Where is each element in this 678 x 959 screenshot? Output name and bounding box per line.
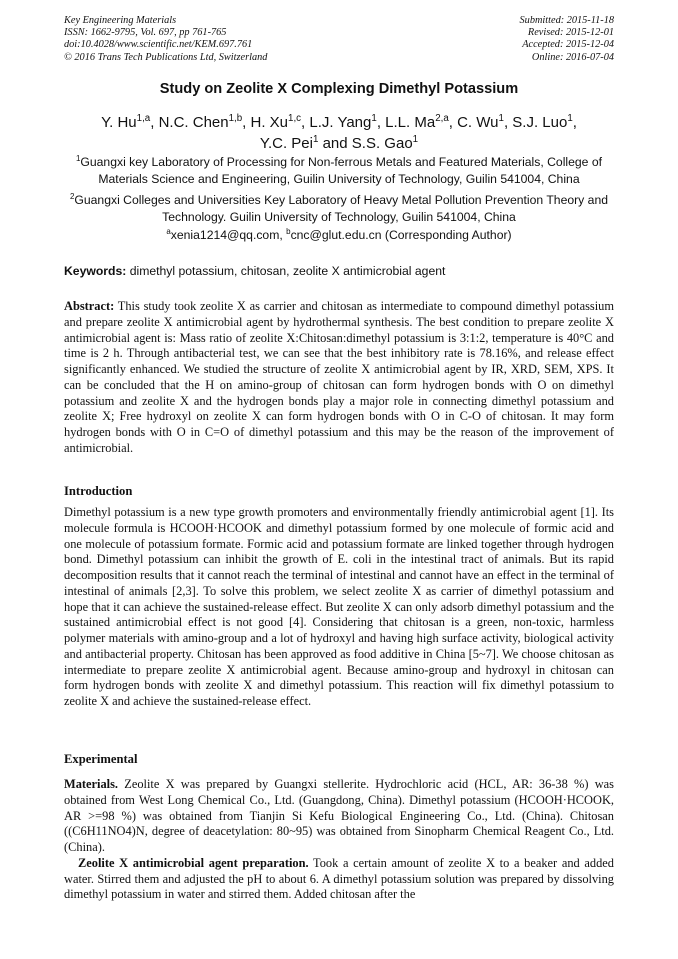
author-sup: 1	[498, 113, 504, 124]
materials-text: Zeolite X was prepared by Guangxi stellerite. Hydrochloric acid (HCL, AR: 36-38 %) was obtained from West Long Chemical Co., Ltd. (Guangdong, China). Dimethyl potassium (HCOOH·HCOOK, AR >=98 %) was obtained from Tianjin Si Kefu Biological Engineering Co., Ltd. (China). Chitosan ((C6H11NO4)N, degree of deacetylation: 80~95) was obtained from Sinopharm Chemical Reagent Co., Ltd.(China).	[64, 777, 614, 854]
materials-label: Materials.	[64, 777, 119, 791]
author: L.L. Ma	[385, 114, 436, 131]
author-sup: 1,a	[136, 113, 151, 124]
author-emails	[60, 228, 618, 242]
paper-title: Study on Zeolite X Complexing Dimethyl Potassium	[159, 81, 519, 97]
affiliation-2	[60, 192, 618, 226]
author-list: Y. Hu$^{1,a}$, N.C. Chen$^{1,b}$, H. Xu$^{1,c}$, L.J. Yang$^1$, L.L. Ma$^{2,a}$, C. Wu$^1$, S.J. Luo$^1$, Y.C. Pei$^1$ and S.S. Gao$^1$	[101, 113, 577, 152]
abstract-label: Abstract:	[64, 299, 115, 313]
experimental-heading: Experimental	[64, 752, 138, 766]
author-sup: 1	[371, 113, 377, 124]
email-sup: a	[166, 226, 171, 236]
author-sup: 1,c	[288, 113, 302, 124]
author: H. Xu	[250, 114, 289, 131]
online-date: Online: 2016-07-04	[531, 51, 614, 63]
authors-and: and	[322, 135, 348, 152]
preparation-text: Took a certain amount of zeolite X to a beaker and added water. Stirred them and adjusted the pH to about 6. A dimethyl potassium solution was prepared by dissolving dimethyl potassium in water and stirred them. Added chitosan after the	[64, 855, 615, 902]
author-sup: 1	[412, 134, 419, 145]
author-sup: 1	[567, 113, 573, 124]
introduction-heading: Introduction	[64, 484, 133, 498]
email-sup: b	[286, 226, 291, 236]
email-a: xenia1214@qq.com,	[170, 228, 283, 242]
keywords-label: Keywords:	[64, 264, 127, 278]
affiliation-1	[60, 154, 618, 188]
introduction-body	[64, 505, 614, 710]
author: N.C. Chen	[158, 114, 229, 131]
journal-info	[64, 15, 267, 64]
author: S.J. Luo	[512, 114, 568, 131]
author-sup: 2,a	[435, 113, 449, 124]
author: Y. Hu	[101, 114, 137, 131]
experimental-body	[64, 777, 614, 903]
issn: ISSN: 1662-9795, Vol. 697, pp 761-765	[64, 27, 227, 39]
affiliation-sup: 1	[75, 153, 81, 163]
affiliation-text: Guangxi Colleges and Universities Key Laboratory of Heavy Metal Pollution Prevention Theory and Technology. Guilin University of Technology, Guilin 541004, China	[74, 193, 608, 224]
doi: doi:10.4028/www.scientific.net/KEM.697.761	[64, 39, 253, 51]
introduction-text: Dimethyl potassium is a new type growth promoters and environmentally friendly antimicrobial agent [1]. Its molecule formula is HCOOH·HCOOK and dimethyl potassium formed by one molecule of formic acid and one molecule of potassium formate. Formic acid and potassium formate are linked together through hydrogen bond. Dimethyl potassium can inhibit the growth of E. coli in the intestinal tract of animals. But its rapid decomposition results that it cannot reach the terminal of intestinal and cannot have an effect in the terminal of intestinal of animals [2,3]. To solve this problem, we select zeolite X as carrier of dimethyl potassium and hope that it can achieve the sustained-release effect. But zeolite X can only adsorb dimethyl potassium and the sustained antimicrobial effect is not good [4]. Considering that chitosan is a green, non-toxic, harmless polymer materials with amino-group and a lot of hydroxyl and having high surface activity, biological activity and antibacterial property. Chitosan has been approved as food additive in China [5~7]. We choose chitosan as intermediate to prepare zeolite X antimicrobial agent. Because amino-group and hydroxyl in chitosan can form hydrogen bonds with zeolite X and dimethyl potassium. This reaction will fix dimethyl potassium to zeolite X and achieve the sustained-release effect.	[64, 505, 614, 708]
author: Y.C. Pei	[259, 135, 313, 152]
submitted-date: Submitted: 2015-11-18	[519, 15, 614, 26]
author: L.J. Yang	[309, 114, 372, 131]
dates-info	[520, 15, 614, 64]
author-sup: 1,b	[228, 113, 243, 124]
affiliation-sup: 2	[69, 191, 75, 201]
abstract-text: This study took zeolite X as carrier and chitosan as intermediate to compound dimethyl potassium and prepare zeolite X antimicrobial agent by hydrothermal synthesis. The best condition to prepare zeolite X antimicrobial agent is: Mass ratio of zeolite X:Chitosan:dimethyl potassium is 3:1:2, temperature is 40°C and time is 2 h. Through antibacterial test, we can see that the best inhibitory rate is 78.16%, and release effect significantly enhanced. We studied the structure of zeolite X antimicrobial agent by IR, XRD, SEM, XPS. It can be concluded that the H on amino-group of chitosan can form hydrogen bonds with O on dimethyl potassium and zeolite X and the hydrogen bonds play a major role in connecting dimethyl potassium and zeolite X; Free hydroxyl on zeolite X can form hydrogen bonds with O in C-O of chitosan. It may form hydrogen bonds with O in C=O of dimethyl potassium and this may be the reason of the improvement of antimicrobial.	[64, 299, 614, 455]
revised-date: Revised: 2015-12-01	[527, 27, 614, 39]
keywords-text: dimethyl potassium, chitosan, zeolite X antimicrobial agent	[129, 264, 446, 278]
author: S.S. Gao	[351, 135, 413, 152]
preparation-label: Zeolite X antimicrobial agent preparation.	[78, 855, 309, 870]
author-sup: 1	[312, 134, 319, 145]
copyright: © 2016 Trans Tech Publications Ltd, Switzerland	[64, 51, 268, 63]
email-b: cnc@glut.edu.cn (Corresponding Author)	[290, 228, 512, 242]
accepted-date: Accepted: 2015-12-04	[522, 39, 614, 51]
journal-name: Key Engineering Materials	[64, 15, 177, 26]
author: C. Wu	[457, 114, 499, 131]
affiliation-text: Guangxi key Laboratory of Processing for Non-ferrous Metals and Featured Materials, College of Materials Science and Engineering, Guilin University of Technology, Guilin 541004, China	[80, 155, 603, 186]
abstract	[64, 299, 614, 457]
keywords	[64, 264, 624, 278]
